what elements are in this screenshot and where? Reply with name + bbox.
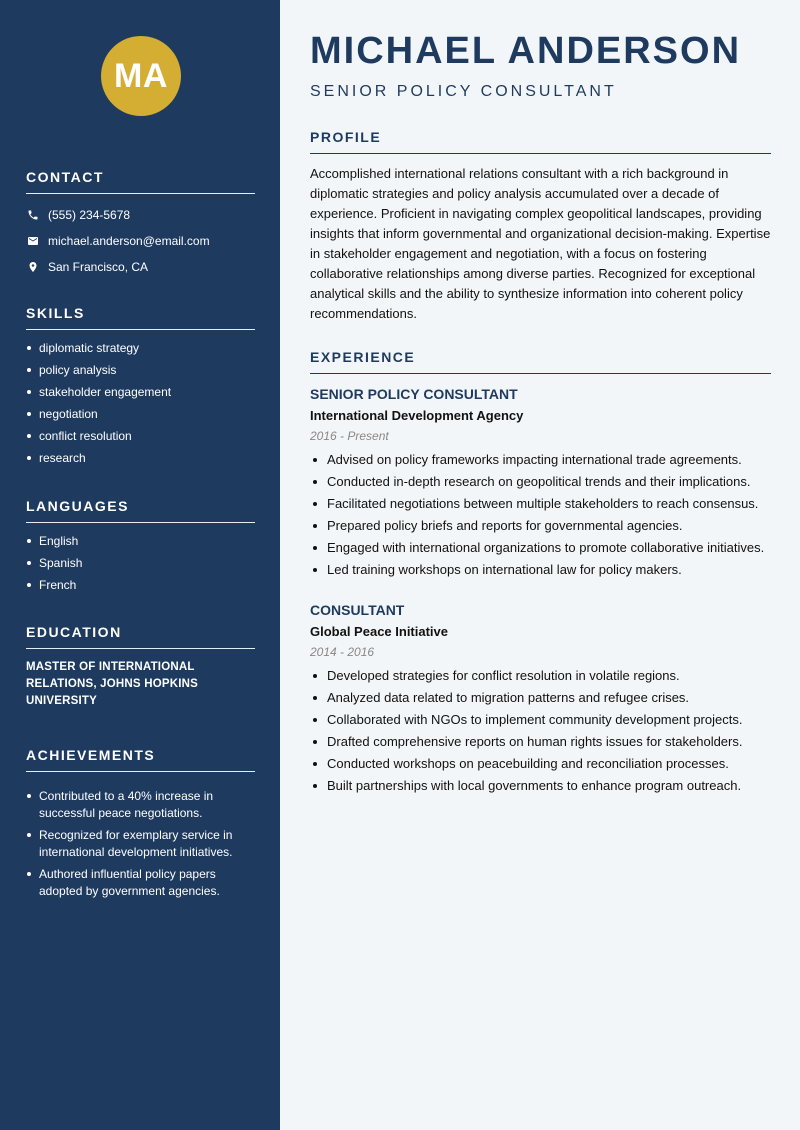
skill-item: stakeholder engagement <box>26 384 255 406</box>
job-bullet: Collaborated with NGOs to implement community development projects. <box>310 711 771 733</box>
phone-text: (555) 234-5678 <box>48 208 131 222</box>
job-dates: 2016 - Present <box>310 429 389 443</box>
language-item: English <box>26 533 255 555</box>
achievement-item: Recognized for exemplary service in international development initiatives. <box>26 827 255 861</box>
job-bullet: Prepared policy briefs and reports for governmental agencies. <box>310 517 771 539</box>
job-entry <box>310 386 771 583</box>
skill-item: diplomatic strategy <box>26 340 255 362</box>
skill-item: research <box>26 450 255 472</box>
profile-section <box>310 129 771 324</box>
profile-text: Accomplished international relations consultant with a rich background in diplomatic strategies and policy analysis accumulated over a decade of experience. Proficient in navigating complex geopolitical landscapes, providing insights that inform governmental and organizational decision-making. Expertise in stakeholder engagement and negotiation, with a focus on fostering collaborative relationships among diverse parties. Recognized for exceptional analytical skills and the ability to synthesize information into coherent policy recommendations. <box>310 166 771 321</box>
skill-item: negotiation <box>26 406 255 428</box>
phone-icon <box>26 208 40 222</box>
job-bullet: Drafted comprehensive reports on human rights issues for stakeholders. <box>310 733 771 755</box>
skill-item: policy analysis <box>26 362 255 384</box>
job-bullet: Developed strategies for conflict resolution in volatile regions. <box>310 667 771 689</box>
achievements-list <box>26 788 255 900</box>
contact-heading: CONTACT <box>26 169 255 194</box>
location-pin-icon <box>26 260 40 274</box>
job-bullet: Engaged with international organizations to promote collaborative initiatives. <box>310 539 771 561</box>
contact-phone <box>26 202 255 228</box>
education-section <box>26 624 255 710</box>
skills-heading: SKILLS <box>26 305 255 330</box>
experience-heading: EXPERIENCE <box>310 349 771 374</box>
achievements-heading: ACHIEVEMENTS <box>26 747 255 772</box>
language-item: Spanish <box>26 555 255 577</box>
job-bullet: Facilitated negotiations between multiple stakeholders to reach consensus. <box>310 495 771 517</box>
job-bullet: Analyzed data related to migration patterns and refugee crises. <box>310 689 771 711</box>
job-bullets <box>310 451 771 583</box>
job-title: CONSULTANT <box>310 602 405 618</box>
avatar: MA <box>101 36 181 116</box>
education-degree: MASTER OF INTERNATIONAL RELATIONS, JOHNS HOPKINS UNIVERSITY <box>26 661 198 707</box>
achievements-section <box>26 747 255 905</box>
skills-section <box>26 305 255 472</box>
location-text: San Francisco, CA <box>48 260 149 274</box>
job-entry <box>310 602 771 799</box>
job-bullet: Built partnerships with local governments to enhance program outreach. <box>310 777 771 799</box>
job-organization: Global Peace Initiative <box>310 624 448 639</box>
achievement-item: Authored influential policy papers adopted by government agencies. <box>26 866 255 900</box>
job-bullet: Led training workshops on international law for policy makers. <box>310 561 771 583</box>
job-organization: International Development Agency <box>310 408 524 423</box>
skill-item: conflict resolution <box>26 428 255 450</box>
job-dates: 2014 - 2016 <box>310 645 375 659</box>
education-heading: EDUCATION <box>26 624 255 649</box>
contact-location <box>26 254 255 280</box>
contact-email <box>26 228 255 254</box>
languages-section <box>26 498 255 599</box>
language-item: French <box>26 577 255 599</box>
job-bullet: Advised on policy frameworks impacting international trade agreements. <box>310 451 771 473</box>
job-bullet: Conducted in-depth research on geopolitical trends and their implications. <box>310 473 771 495</box>
job-bullet: Conducted workshops on peacebuilding and reconciliation processes. <box>310 755 771 777</box>
languages-list <box>26 533 255 599</box>
skills-list <box>26 340 255 472</box>
candidate-name: MICHAEL ANDERSON <box>310 30 742 72</box>
languages-heading: LANGUAGES <box>26 498 255 523</box>
email-text: michael.anderson@email.com <box>48 234 210 248</box>
candidate-title: SENIOR POLICY CONSULTANT <box>310 83 617 100</box>
job-title: SENIOR POLICY CONSULTANT <box>310 386 518 402</box>
job-bullets <box>310 667 771 799</box>
achievement-item: Contributed to a 40% increase in successful peace negotiations. <box>26 788 255 822</box>
mail-icon <box>26 234 40 248</box>
experience-section <box>310 349 771 374</box>
profile-heading: PROFILE <box>310 129 771 154</box>
contact-section <box>26 169 255 280</box>
sidebar <box>0 0 280 1130</box>
